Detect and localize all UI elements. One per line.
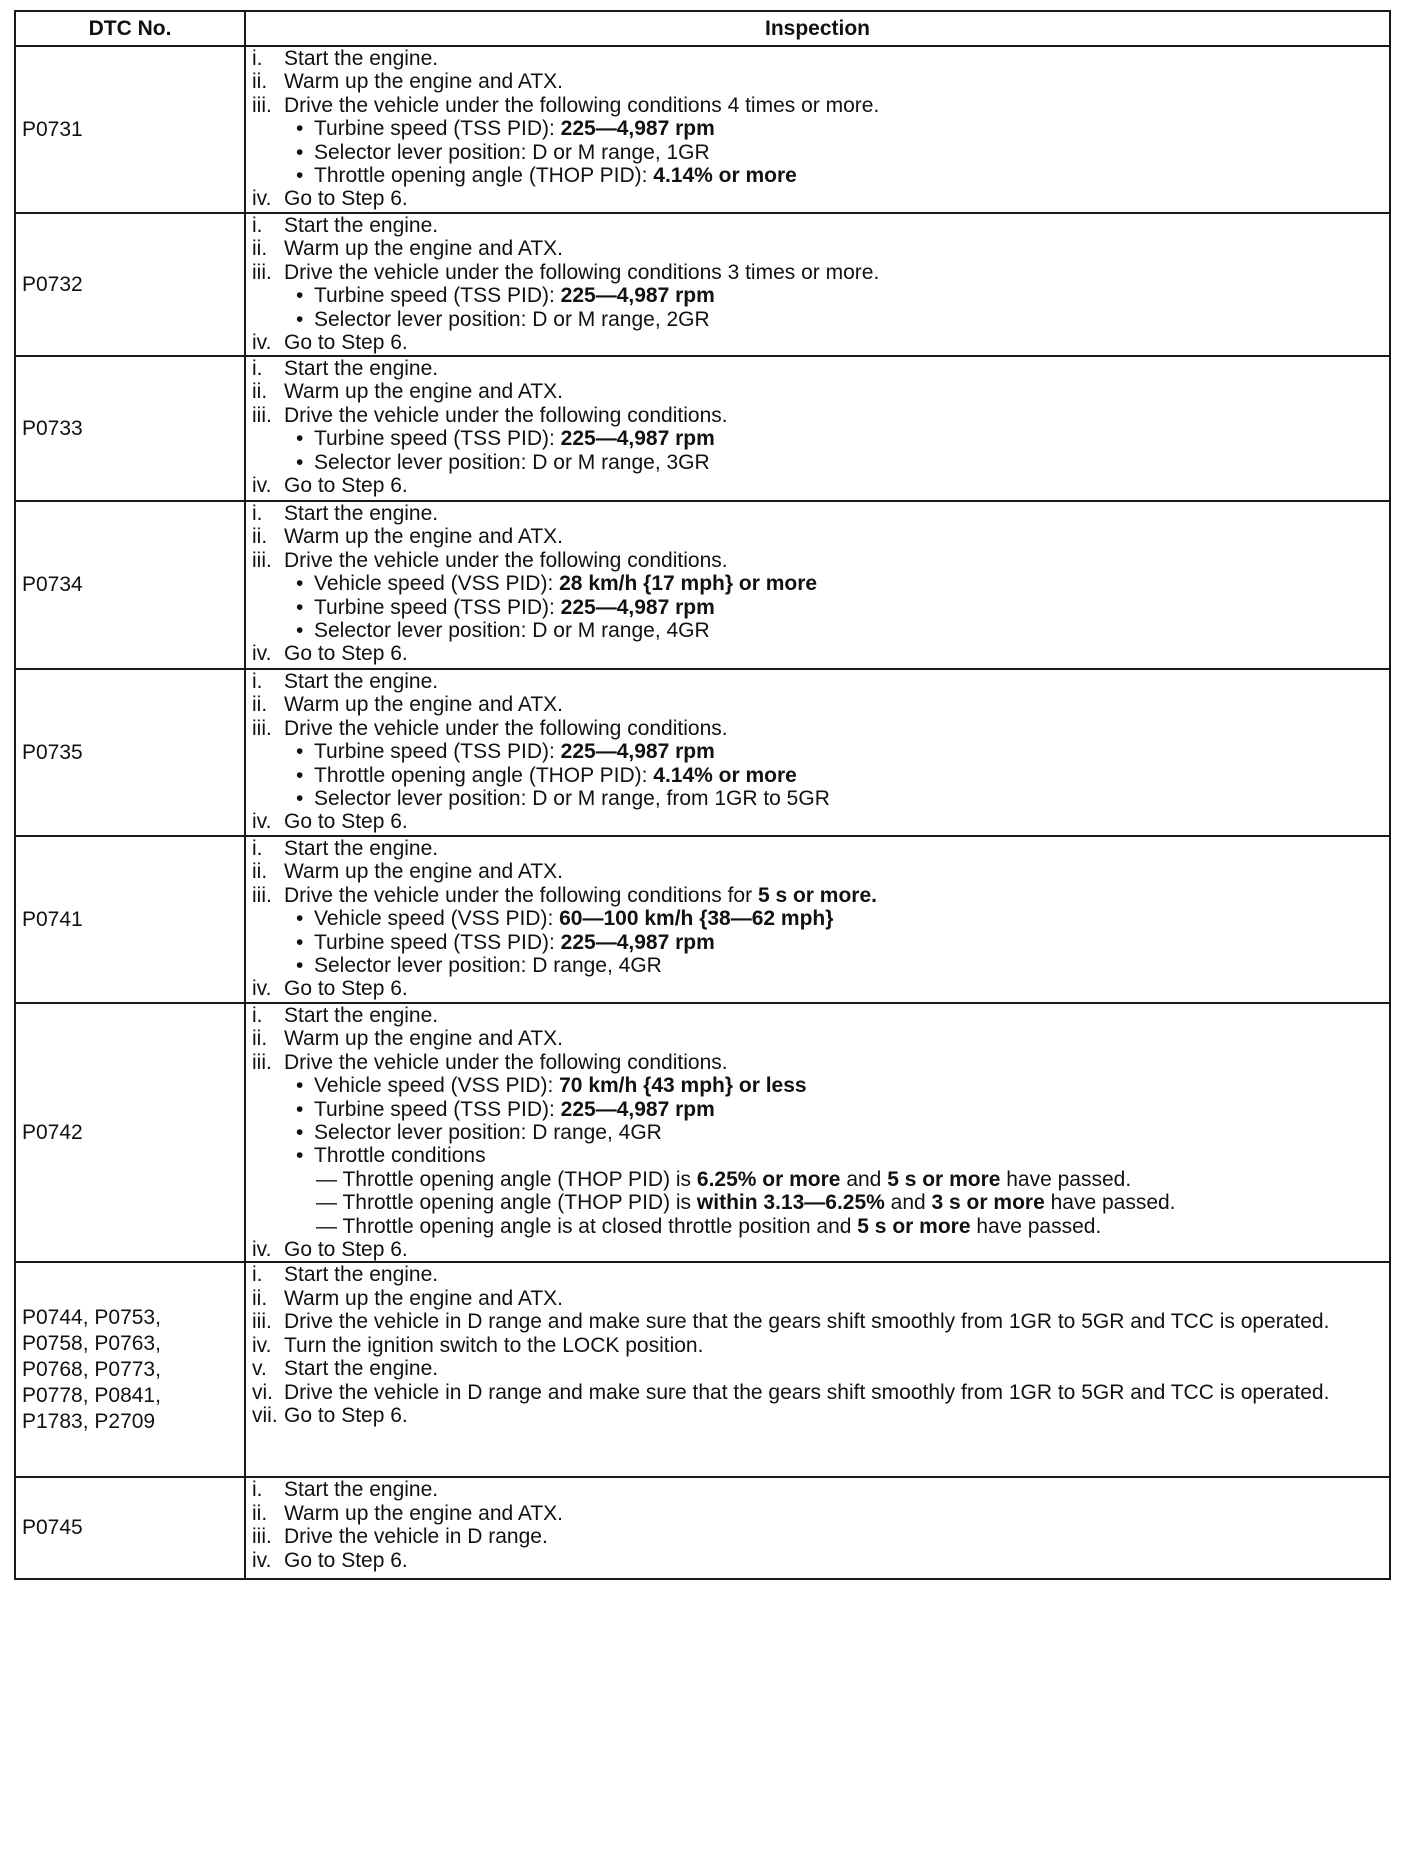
step-text: Drive the vehicle under the following conditions. [284, 403, 728, 427]
inspection-step [252, 549, 1383, 572]
step-number: vii. [252, 1403, 278, 1427]
inspection-step [252, 1381, 1383, 1404]
dtc-code-cell [15, 669, 245, 836]
dtc-code-cell [15, 836, 245, 1003]
step-number: ii. [252, 860, 268, 884]
inspection-step [252, 237, 1383, 260]
inspection-step [252, 810, 1383, 833]
inspection-condition [252, 764, 1383, 787]
step-number: iii. [252, 1525, 272, 1549]
step-text: Go to Step 6. [284, 1403, 408, 1427]
inspection-step [252, 693, 1383, 716]
inspection-step [252, 1525, 1383, 1548]
step-number: iv. [252, 642, 272, 666]
step-text: have passed. [1044, 1191, 1176, 1215]
step-text: Turbine speed (TSS PID): [314, 284, 561, 308]
step-text: Start the engine. [284, 214, 439, 237]
inspection-step [252, 642, 1383, 665]
step-text: Warm up the engine and ATX. [284, 1501, 563, 1525]
inspection-step [252, 1549, 1383, 1572]
table-row [15, 1262, 1390, 1477]
dtc-code: P0758, P0763, [22, 1331, 161, 1355]
inspection-step [252, 717, 1383, 740]
step-number: i. [252, 1263, 263, 1287]
step-text: Go to Step 6. [284, 1548, 408, 1572]
dtc-code-cell [15, 213, 245, 356]
inspection-step [252, 1478, 1383, 1501]
spec-value: within 3.13—6.25% [696, 1191, 885, 1215]
step-text: Throttle conditions [314, 1144, 486, 1168]
dtc-code: P0744, P0753, [22, 1305, 161, 1329]
step-number: iv. [252, 1548, 272, 1572]
step-number: v. [252, 1357, 267, 1381]
inspection-step [252, 94, 1383, 117]
inspection-step [252, 1004, 1383, 1027]
spec-value: 3 s or more [931, 1191, 1045, 1215]
throttle-condition [252, 1215, 1383, 1238]
header-inspection: Inspection [245, 11, 1390, 46]
step-text: Go to Step 6. [284, 187, 408, 211]
inspection-condition [252, 427, 1383, 450]
step-number: ii. [252, 237, 268, 261]
step-number: iii. [252, 1310, 272, 1334]
inspection-step [252, 502, 1383, 525]
step-number: iv. [252, 331, 272, 355]
dtc-code: P0731 [22, 117, 83, 141]
step-text: Start the engine. [284, 837, 439, 860]
dtc-code: P0768, P0773, [22, 1357, 161, 1381]
inspection-cell [245, 501, 1390, 669]
inspection-condition [252, 1098, 1383, 1121]
inspection-step [252, 1502, 1383, 1525]
dtc-code: P0741 [22, 907, 83, 931]
dtc-code-cell [15, 1262, 245, 1477]
table-row [15, 501, 1390, 669]
spec-value: 4.14% or more [653, 164, 797, 188]
inspection-condition [252, 1074, 1383, 1097]
inspection-cell [245, 1003, 1390, 1262]
step-number: ii. [252, 70, 268, 94]
inspection-condition [252, 572, 1383, 595]
throttle-condition [252, 1168, 1383, 1191]
step-text: have passed. [970, 1214, 1102, 1238]
dtc-code-cell [15, 356, 245, 501]
dtc-code: P0778, P0841, [22, 1383, 161, 1407]
inspection-condition [252, 931, 1383, 954]
step-number: vi. [252, 1380, 273, 1404]
inspection-step [252, 380, 1383, 403]
inspection-step [252, 977, 1383, 1000]
inspection-step [252, 1238, 1383, 1261]
inspection-condition [252, 451, 1383, 474]
table-row [15, 1003, 1390, 1262]
spec-value: 6.25% or more [696, 1167, 841, 1191]
inspection-step [252, 357, 1383, 380]
step-text: Drive the vehicle in D range and make sure that the gears shift smoothly from 1GR to 5GR and TCC is operated. [284, 1310, 1330, 1334]
step-number: i. [252, 1004, 263, 1027]
step-number: iv. [252, 187, 272, 211]
step-number: iii. [252, 93, 272, 117]
inspection-step [252, 1357, 1383, 1380]
step-number: ii. [252, 1501, 268, 1525]
dtc-code: P0732 [22, 272, 83, 296]
inspection-step [252, 1310, 1383, 1333]
step-text: and [840, 1167, 888, 1191]
step-text: Start the engine. [284, 47, 439, 70]
step-number: ii. [252, 1027, 268, 1051]
inspection-condition [252, 308, 1383, 331]
step-text: Turbine speed (TSS PID): [314, 117, 561, 141]
inspection-cell [245, 669, 1390, 836]
dtc-code-cell [15, 46, 245, 213]
inspection-step [252, 884, 1383, 907]
step-text: Start the engine. [284, 357, 439, 380]
step-text: Selector lever position: D or M range, 3GR [314, 450, 710, 474]
dtc-code: P0742 [22, 1120, 83, 1144]
step-text: Warm up the engine and ATX. [284, 693, 563, 717]
inspection-condition [252, 164, 1383, 187]
step-text: Warm up the engine and ATX. [284, 237, 563, 261]
inspection-cell [245, 213, 1390, 356]
step-text: Warm up the engine and ATX. [284, 525, 563, 549]
step-text: Warm up the engine and ATX. [284, 1027, 563, 1051]
step-text: Go to Step 6. [284, 474, 408, 498]
inspection-condition [252, 954, 1383, 977]
step-text: Throttle opening angle (THOP PID): [314, 763, 654, 787]
table-row [15, 46, 1390, 213]
step-number: iii. [252, 548, 272, 572]
inspection-step [252, 47, 1383, 70]
step-text: Drive the vehicle under the following conditions. [284, 716, 728, 740]
step-number: iii. [252, 403, 272, 427]
inspection-condition [252, 619, 1383, 642]
inspection-condition [252, 787, 1383, 810]
inspection-condition [252, 1121, 1383, 1144]
step-text: Turbine speed (TSS PID): [314, 595, 561, 619]
table-header-row [15, 11, 1390, 46]
step-text: Turbine speed (TSS PID): [314, 427, 561, 451]
inspection-step [252, 474, 1383, 497]
spec-value: 5 s or more. [757, 883, 877, 907]
step-number: iii. [252, 260, 272, 284]
dtc-code-cell [15, 1477, 245, 1579]
table-body [15, 46, 1390, 1579]
inspection-step [252, 1263, 1383, 1286]
step-number: i. [252, 47, 263, 70]
header-dtc-no: DTC No. [15, 11, 245, 46]
table-row [15, 356, 1390, 501]
step-text: Selector lever position: D or M range, from 1GR to 5GR [314, 787, 830, 811]
step-text: Warm up the engine and ATX. [284, 70, 563, 94]
inspection-cell [245, 1262, 1390, 1477]
dtc-code: P1783, P2709 [22, 1409, 156, 1433]
step-text: Start the engine. [284, 1004, 439, 1027]
dtc-code-cell [15, 501, 245, 669]
table-row [15, 213, 1390, 356]
spec-value: 225—4,987 rpm [560, 117, 715, 141]
step-number: i. [252, 1478, 263, 1502]
spec-value: 5 s or more [887, 1167, 1001, 1191]
inspection-step [252, 187, 1383, 210]
step-number: iii. [252, 1050, 272, 1074]
step-text: Go to Step 6. [284, 1238, 408, 1262]
throttle-condition [252, 1191, 1383, 1214]
table-row [15, 1477, 1390, 1579]
step-number: i. [252, 357, 263, 380]
inspection-cell [245, 1477, 1390, 1579]
inspection-step [252, 525, 1383, 548]
dtc-code: P0734 [22, 573, 83, 596]
spec-value: 70 km/h {43 mph} or less [559, 1074, 807, 1098]
step-text: Warm up the engine and ATX. [284, 380, 563, 404]
inspection-step [252, 860, 1383, 883]
inspection-step [252, 214, 1383, 237]
step-text: — Throttle opening angle (THOP PID) is [316, 1167, 697, 1191]
dtc-code: P0735 [22, 740, 83, 764]
inspection-step [252, 1404, 1383, 1427]
step-text: Warm up the engine and ATX. [284, 1286, 563, 1310]
step-text: Start the engine. [284, 1478, 439, 1502]
spec-value: 28 km/h {17 mph} or more [559, 572, 818, 596]
step-text: Turbine speed (TSS PID): [314, 740, 561, 764]
step-text: Selector lever position: D range, 4GR [314, 1121, 662, 1145]
step-number: iii. [252, 716, 272, 740]
step-text: Drive the vehicle in D range and make sure that the gears shift smoothly from 1GR to 5GR and TCC is operated. [284, 1380, 1330, 1404]
inspection-step [252, 837, 1383, 860]
step-text: Turn the ignition switch to the LOCK position. [284, 1333, 704, 1357]
inspection-condition [252, 740, 1383, 763]
step-text: Throttle opening angle (THOP PID): [314, 164, 654, 188]
step-text: — Throttle opening angle (THOP PID) is [316, 1191, 697, 1215]
inspection-step [252, 404, 1383, 427]
step-number: i. [252, 837, 263, 860]
inspection-condition [252, 141, 1383, 164]
step-text: Drive the vehicle under the following conditions for [284, 883, 758, 907]
dtc-code-cell [15, 1003, 245, 1262]
step-text: Start the engine. [284, 502, 439, 525]
step-text: and [884, 1191, 932, 1215]
step-text: Selector lever position: D or M range, 4GR [314, 619, 710, 643]
inspection-step [252, 1287, 1383, 1310]
step-number: i. [252, 214, 263, 237]
step-number: ii. [252, 1286, 268, 1310]
step-text: Vehicle speed (VSS PID): [314, 1074, 560, 1098]
inspection-condition [252, 1144, 1383, 1167]
step-text: Start the engine. [284, 1357, 439, 1381]
inspection-condition [252, 117, 1383, 140]
inspection-step [252, 1027, 1383, 1050]
spec-value: 225—4,987 rpm [560, 930, 715, 954]
dtc-code: P0733 [22, 416, 83, 440]
step-text: Drive the vehicle under the following conditions. [284, 1050, 728, 1074]
step-text: Drive the vehicle under the following conditions 3 times or more. [284, 260, 880, 284]
step-number: i. [252, 670, 263, 693]
step-number: ii. [252, 380, 268, 404]
step-text: Go to Step 6. [284, 977, 408, 1001]
step-number: i. [252, 502, 263, 525]
step-text: Go to Step 6. [284, 331, 408, 355]
spec-value: 225—4,987 rpm [560, 595, 715, 619]
inspection-cell [245, 836, 1390, 1003]
spec-value: 225—4,987 rpm [560, 427, 715, 451]
step-number: iv. [252, 977, 272, 1001]
step-text: Selector lever position: D range, 4GR [314, 954, 662, 978]
step-number: iv. [252, 1333, 272, 1357]
dtc-code: P0745 [22, 1516, 83, 1540]
step-number: ii. [252, 693, 268, 717]
step-text: Selector lever position: D or M range, 1GR [314, 140, 710, 164]
step-text: Turbine speed (TSS PID): [314, 1097, 561, 1121]
inspection-step [252, 70, 1383, 93]
table-row [15, 669, 1390, 836]
inspection-condition [252, 596, 1383, 619]
step-text: Warm up the engine and ATX. [284, 860, 563, 884]
step-text: Drive the vehicle in D range. [284, 1525, 548, 1549]
inspection-condition [252, 284, 1383, 307]
step-text: have passed. [1000, 1167, 1132, 1191]
spec-value: 225—4,987 rpm [560, 1097, 715, 1121]
step-number: iv. [252, 810, 272, 834]
step-text: Turbine speed (TSS PID): [314, 930, 561, 954]
table-row [15, 836, 1390, 1003]
step-number: iii. [252, 883, 272, 907]
inspection-cell [245, 46, 1390, 213]
step-text: Drive the vehicle under the following conditions 4 times or more. [284, 93, 880, 117]
step-text: Vehicle speed (VSS PID): [314, 907, 560, 931]
step-number: ii. [252, 525, 268, 549]
spec-value: 225—4,987 rpm [560, 284, 715, 308]
step-text: — Throttle opening angle is at closed throttle position and [316, 1214, 858, 1238]
step-text: Vehicle speed (VSS PID): [314, 572, 560, 596]
step-text: Go to Step 6. [284, 642, 408, 666]
spec-value: 60—100 km/h {38—62 mph} [559, 907, 834, 931]
inspection-step [252, 670, 1383, 693]
step-text: Drive the vehicle under the following conditions. [284, 548, 728, 572]
inspection-cell [245, 356, 1390, 501]
inspection-step [252, 261, 1383, 284]
step-text: Go to Step 6. [284, 810, 408, 834]
step-text: Start the engine. [284, 670, 439, 693]
spec-value: 225—4,987 rpm [560, 740, 715, 764]
inspection-step [252, 1334, 1383, 1357]
step-text: Selector lever position: D or M range, 2GR [314, 307, 710, 331]
inspection-condition [252, 907, 1383, 930]
spec-value: 4.14% or more [653, 763, 797, 787]
step-number: iv. [252, 474, 272, 498]
inspection-step [252, 1051, 1383, 1074]
inspection-step [252, 331, 1383, 354]
spec-value: 5 s or more [857, 1214, 971, 1238]
dtc-inspection-table [14, 10, 1391, 1580]
step-text: Start the engine. [284, 1263, 439, 1287]
step-number: iv. [252, 1238, 272, 1262]
